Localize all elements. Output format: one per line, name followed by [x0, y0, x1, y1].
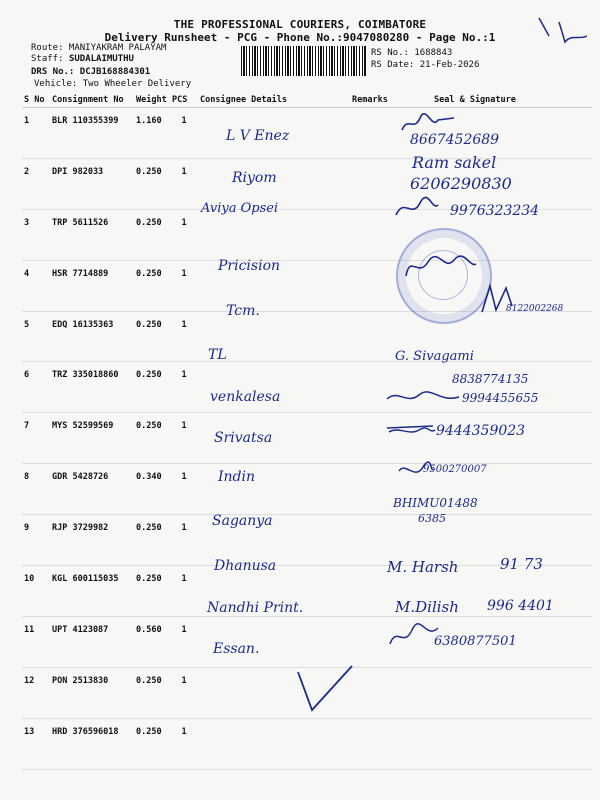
row-sno: 4	[22, 260, 50, 311]
signature-hand-4: 9976323234	[450, 203, 540, 219]
signature-hand-5: 8122002268	[506, 304, 564, 314]
consignee-hand-3: Aviya Opsei	[201, 201, 279, 216]
rs-date: RS Date: 21-Feb-2026	[371, 60, 480, 70]
row-consignment-no: HSR 7714889	[50, 260, 134, 311]
row-weight: 0.560	[134, 616, 170, 667]
row-sno: 13	[22, 718, 50, 769]
row-consignee-details	[198, 718, 350, 769]
company-title: THE PROFESSIONAL COURIERS, COIMBATORE	[173, 18, 427, 31]
staff-label: Staff:	[31, 54, 64, 64]
row-pcs: 1	[170, 667, 198, 718]
signature-hand-12: 6385	[418, 512, 446, 525]
vehicle-label: Vehicle: Two Wheeler Delivery	[34, 79, 192, 89]
row-pcs: 1	[170, 311, 198, 362]
signature-hand-8: 9994455655	[462, 391, 539, 405]
signature-scribble-8	[384, 620, 444, 654]
row-consignee-details	[198, 209, 350, 260]
row-pcs: 1	[170, 413, 198, 464]
signature-scribble-6	[383, 418, 439, 440]
barcode	[241, 46, 367, 76]
col-pcs: PCS	[170, 93, 198, 108]
signature-hand-14: 91 73	[500, 555, 543, 573]
signature-hand-7: 8838774135	[452, 372, 529, 386]
row-sno: 3	[22, 209, 50, 260]
col-consignee: Consignee Details	[198, 93, 350, 108]
consignee-hand-10: Saganya	[212, 513, 273, 529]
row-consignment-no: PON 2513830	[50, 667, 134, 718]
row-sno: 12	[22, 667, 50, 718]
runsheet-subtitle: Delivery Runsheet - PCG - Phone No.:9047080280 - Page No.:1	[104, 31, 496, 44]
row-consignment-no: TRP 5611526	[50, 209, 134, 260]
row-sno: 7	[22, 413, 50, 464]
col-seal-signature: Seal & Signature	[406, 93, 592, 108]
col-remarks: Remarks	[350, 93, 406, 108]
row-pcs: 1	[170, 362, 198, 413]
row-pcs: 1	[170, 260, 198, 311]
row-seal-signature	[406, 718, 592, 769]
rs-number: RS No.: 1688843	[371, 48, 453, 58]
table-row	[22, 108, 592, 159]
row-weight: 1.160	[134, 108, 170, 159]
signature-scribble-5	[383, 385, 463, 409]
row-sno: 5	[22, 311, 50, 362]
row-consignment-no: GDR 5428726	[50, 464, 134, 515]
staff-line	[31, 54, 134, 65]
col-consignment: Consignment No	[50, 93, 134, 108]
table-row	[22, 362, 592, 413]
row-sno: 1	[22, 108, 50, 159]
row-seal-signature	[406, 667, 592, 718]
signature-scribble-3	[400, 248, 480, 284]
row-sno: 9	[22, 515, 50, 566]
row-remarks	[350, 718, 406, 769]
signature-hand-6: G. Sivagami	[395, 349, 474, 364]
row-consignment-no: KGL 600115035	[50, 566, 134, 617]
row-weight: 0.250	[134, 566, 170, 617]
consignee-hand-12: Nandhi Print.	[207, 600, 304, 616]
check-tick-icon	[290, 660, 360, 720]
row-pcs: 1	[170, 158, 198, 209]
row-sno: 2	[22, 158, 50, 209]
row-weight: 0.250	[134, 515, 170, 566]
row-weight: 0.340	[134, 464, 170, 515]
table-header-row	[22, 93, 592, 108]
consignee-hand-6: TL	[208, 347, 227, 363]
row-pcs: 1	[170, 718, 198, 769]
consignee-hand-4: Pricision	[218, 258, 281, 274]
signature-hand-13: M. Harsh	[387, 558, 459, 576]
row-weight: 0.250	[134, 667, 170, 718]
row-sno: 11	[22, 616, 50, 667]
row-consignment-no: HRD 376596018	[50, 718, 134, 769]
row-pcs: 1	[170, 566, 198, 617]
consignee-hand-13: Essan.	[213, 641, 260, 657]
signature-hand-11: BHIMU01488	[393, 496, 478, 510]
corner-scribble-icon	[535, 14, 595, 54]
consignee-hand-11: Dhanusa	[214, 558, 277, 574]
row-consignment-no: EDQ 16135363	[50, 311, 134, 362]
row-consignment-no: DPI 982033	[50, 158, 134, 209]
table-row	[22, 718, 592, 769]
table-row	[22, 464, 592, 515]
signature-scribble-4	[478, 282, 518, 318]
row-sno: 6	[22, 362, 50, 413]
row-consignment-no: BLR 110355399	[50, 108, 134, 159]
signature-hand-10: 9500270007	[423, 464, 487, 475]
row-weight: 0.250	[134, 158, 170, 209]
signature-hand-2: Ram sakel	[412, 153, 497, 172]
signature-hand-16: 996 4401	[487, 598, 554, 614]
signature-hand-17: 6380877501	[434, 634, 517, 649]
signature-hand-3: 6206290830	[410, 174, 512, 193]
drs-label: DRS No.:	[31, 67, 75, 77]
row-consignee-details	[198, 362, 350, 413]
signature-scribble-7	[395, 459, 435, 481]
row-consignment-no: UPT 4123087	[50, 616, 134, 667]
row-weight: 0.250	[134, 718, 170, 769]
col-weight: Weight	[134, 93, 170, 108]
row-weight: 0.250	[134, 260, 170, 311]
row-consignment-no: TRZ 335018860	[50, 362, 134, 413]
consignee-hand-2: Riyom	[232, 170, 277, 186]
drs-number: DCJB168884301	[79, 67, 151, 77]
table-row	[22, 311, 592, 362]
row-pcs: 1	[170, 209, 198, 260]
signature-hand-1: 8667452689	[410, 132, 500, 148]
row-pcs: 1	[170, 108, 198, 159]
consignee-hand-7: venkalesa	[210, 389, 281, 405]
consignee-hand-8: Srivatsa	[214, 430, 273, 446]
consignee-hand-5: Tcm.	[226, 303, 260, 319]
row-consignment-no: MYS 52599569	[50, 413, 134, 464]
row-pcs: 1	[170, 464, 198, 515]
row-consignment-no: RJP 3729982	[50, 515, 134, 566]
row-weight: 0.250	[134, 362, 170, 413]
route-label: Route: MANIYAKRAM PALAYAM	[31, 43, 167, 53]
consignee-hand-9: Indin	[218, 469, 256, 485]
signature-scribble-1	[398, 112, 458, 136]
consignee-hand-1: L V Enez	[226, 128, 290, 144]
row-pcs: 1	[170, 515, 198, 566]
staff-name: SUDALAIMUTHU	[68, 54, 134, 64]
row-weight: 0.250	[134, 311, 170, 362]
drs-line	[31, 67, 150, 78]
row-sno: 10	[22, 566, 50, 617]
row-weight: 0.250	[134, 413, 170, 464]
col-sno: S No	[22, 93, 50, 108]
signature-hand-15: M.Dilish	[395, 598, 459, 616]
signature-hand-9: 9444359023	[436, 423, 526, 439]
row-pcs: 1	[170, 616, 198, 667]
row-sno: 8	[22, 464, 50, 515]
signature-scribble-2	[392, 195, 442, 221]
row-weight: 0.250	[134, 209, 170, 260]
